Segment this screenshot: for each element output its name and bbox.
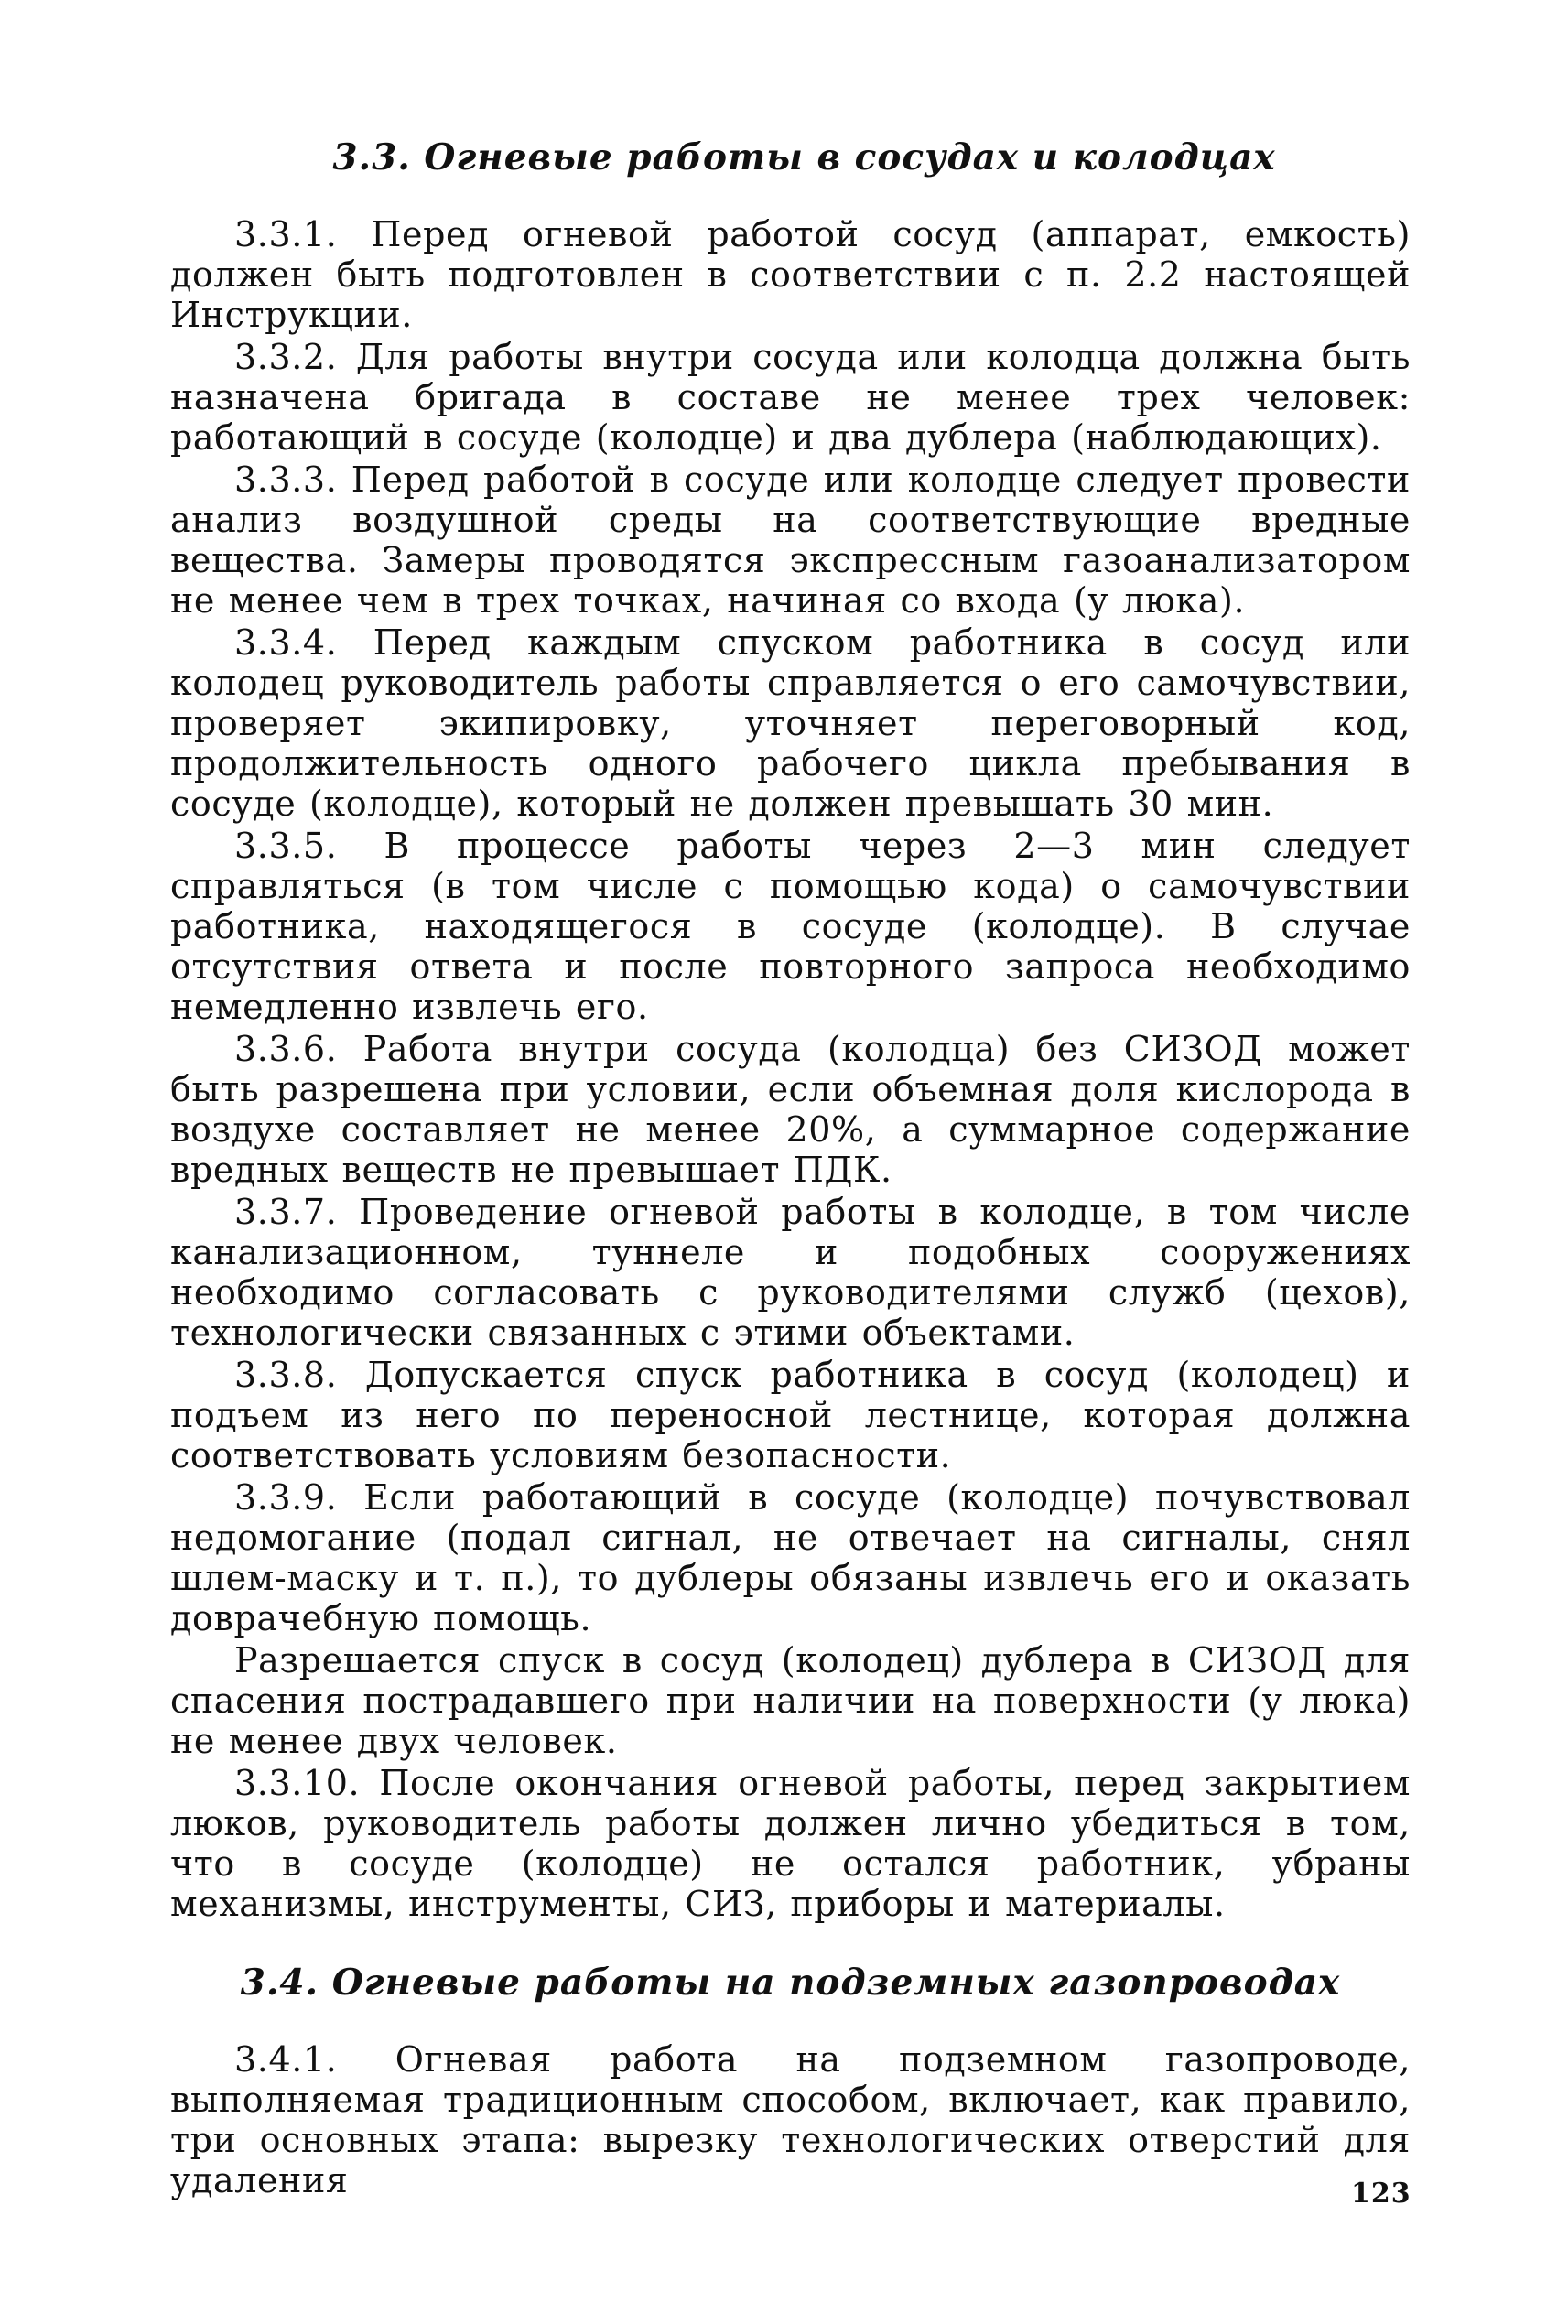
paragraph-3-3-9: 3.3.9. Если работающий в сосуде (колодце) почувствовал недомогание (подал сигнал, не отвечает на сигналы, снял шлем-маску и т. п.), то дублеры обязаны извлечь его и оказать доврачебную помощь. [170, 1477, 1411, 1638]
paragraph-3-3-1: 3.3.1. Перед огневой работой сосуд (аппарат, емкость) должен быть подготовлен в соответствии с п. 2.2 настоящей Инструкции. [170, 214, 1411, 335]
paragraph-3-3-6: 3.3.6. Работа внутри сосуда (колодца) без СИЗОД может быть разрешена при условии, если объемная доля кислорода в воздухе составляет не менее 20%, а суммарное содержание вредных веществ не превышает ПДК. [170, 1029, 1411, 1190]
paragraph-3-3-8: 3.3.8. Допускается спуск работника в сосуд (колодец) и подъем из него по переносной лестнице, которая должна соответствовать условиям безопасности. [170, 1355, 1411, 1475]
paragraph-3-4-1: 3.4.1. Огневая работа на подземном газопроводе, выполняемая традиционным способом, включает, как правило, три основных этапа: вырезку технологических отверстий для удаления [170, 2039, 1411, 2200]
paragraph-3-3-4: 3.3.4. Перед каждым спуском работника в сосуд или колодец руководитель работы справляется о его самочувствии, проверяет экипировку, уточняет переговорный код, продолжительность одного рабочего цикла пребывания в сосуде (колодце), который не должен превышать 30 мин. [170, 622, 1411, 824]
section-heading-3-4: 3.4. Огневые работы на подземных газопроводах [240, 1962, 1341, 2004]
paragraph-3-3-2: 3.3.2. Для работы внутри сосуда или колодца должна быть назначена бригада в составе не менее трех человек: работающий в сосуде (колодце) и два дублера (наблюдающих). [170, 337, 1411, 458]
page-body [170, 137, 1411, 2202]
section-heading-3-3: 3.3. Огневые работы в сосудах и колодцах [332, 136, 1276, 178]
page-number: 123 [1351, 2178, 1411, 2210]
paragraph-3-3-3: 3.3.3. Перед работой в сосуде или колодце следует провести анализ воздушной среды на соответствующие вредные вещества. Замеры проводятся экспрессным газоанализатором не менее чем в трех точках, начиная со входа (у люка). [170, 459, 1411, 621]
paragraph-3-3-9-rescue: Разрешается спуск в сосуд (колодец) дублера в СИЗОД для спасения пострадавшего при наличии на поверхности (у люка) не менее двух человек. [170, 1640, 1411, 1761]
paragraph-3-3-10: 3.3.10. После окончания огневой работы, перед закрытием люков, руководитель работы должен лично убедиться в том, что в сосуде (колодце) не остался работник, убраны механизмы, инструменты, СИЗ, приборы и материалы. [170, 1763, 1411, 1924]
paragraph-3-3-7: 3.3.7. Проведение огневой работы в колодце, в том числе канализационном, туннеле и подобных сооружениях необходимо согласовать с руководителями служб (цехов), технологически связанных с этими объектами. [170, 1192, 1411, 1353]
paragraph-3-3-5: 3.3.5. В процессе работы через 2—3 мин следует справляться (в том числе с помощью кода) о самочувствии работника, находящегося в сосуде (колодце). В случае отсутствия ответа и после повторного запроса необходимо немедленно извлечь его. [170, 826, 1411, 1027]
